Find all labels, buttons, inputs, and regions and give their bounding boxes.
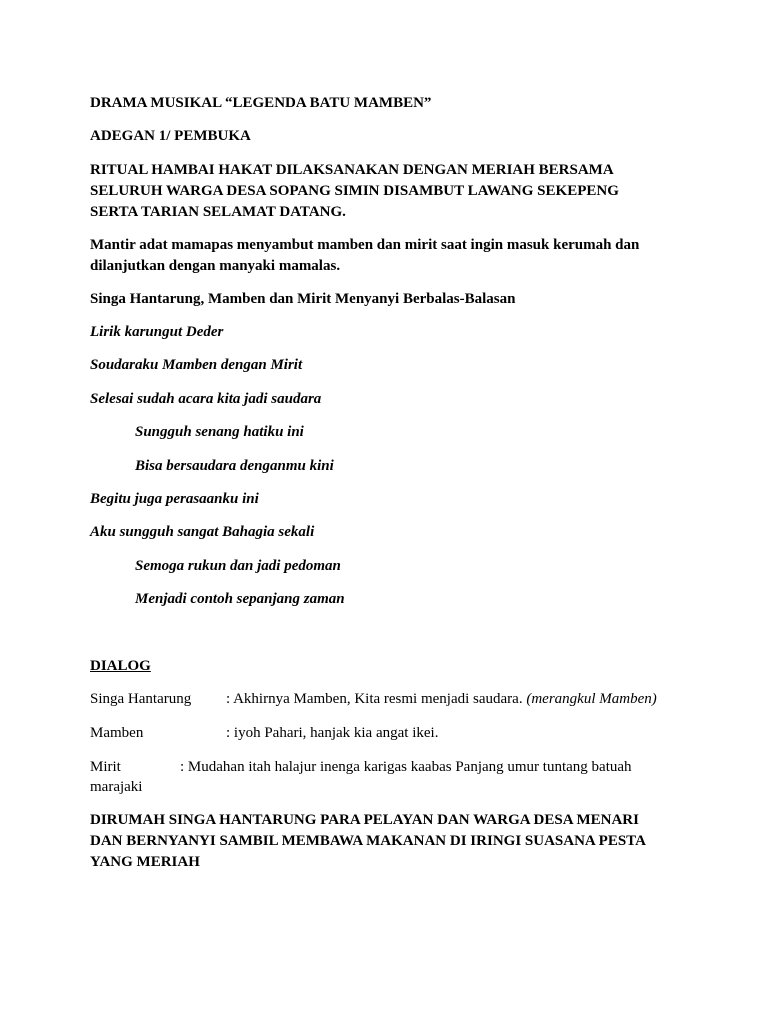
ritual-line-3: SERTA TARIAN SELAMAT DATANG. (90, 204, 346, 220)
lyric-line: Begitu juga perasaanku ini (90, 491, 259, 507)
closing-line-2: DAN BERNYANYI SAMBIL MEMBAWA MAKANAN DI IRINGI SUASANA PESTA (90, 833, 646, 849)
mantir-line-2: dilanjutkan dengan manyaki mamalas. (90, 258, 341, 274)
lyric-line-indented: Sungguh senang hatiku ini (135, 424, 304, 440)
dialog-text: : iyoh Pahari, hanjak kia angat ikei. (226, 725, 439, 741)
ritual-line-2: SELURUH WARGA DESA SOPANG SIMIN DISAMBUT LAWANG SEKEPENG (90, 183, 619, 199)
lyric-line: Aku sungguh sangat Bahagia sekali (90, 524, 315, 540)
stage-direction: (merangkul Mamben) (526, 691, 657, 707)
dialog-speaker: Singa Hantarung (90, 691, 192, 707)
mantir-line-1: Mantir adat mamapas menyambut mamben dan mirit saat ingin masuk kerumah dan (90, 237, 640, 253)
lyric-line: Soudaraku Mamben dengan Mirit (90, 357, 303, 373)
closing-line-1: DIRUMAH SINGA HANTARUNG PARA PELAYAN DAN WARGA DESA MENARI (90, 812, 639, 828)
lyric-line-indented: Semoga rukun dan jadi pedoman (135, 558, 341, 574)
dialog-speaker: Mamben (90, 725, 144, 741)
dialog-speaker: Mirit (90, 759, 121, 775)
dialog-text: : Akhirnya Mamben, Kita resmi menjadi saudara. (226, 691, 523, 707)
dialog-continuation: marajaki (90, 779, 143, 795)
lyric-line: Lirik karungut Deder (90, 324, 224, 340)
lyric-line-indented: Menjadi contoh sepanjang zaman (135, 591, 345, 607)
lyric-line-indented: Bisa bersaudara denganmu kini (135, 458, 334, 474)
closing-line-3: YANG MERIAH (90, 854, 200, 870)
dialog-heading: DIALOG (90, 658, 151, 674)
dialog-line (226, 689, 657, 709)
ritual-line-1: RITUAL HAMBAI HAKAT DILAKSANAKAN DENGAN MERIAH BERSAMA (90, 162, 614, 178)
song-intro: Singa Hantarung, Mamben dan Mirit Menyanyi Berbalas-Balasan (90, 291, 516, 307)
document-title: DRAMA MUSIKAL “LEGENDA BATU MAMBEN” (90, 95, 432, 111)
dialog-text: : Mudahan itah halajur inenga karigas kaabas Panjang umur tuntang batuah (180, 759, 632, 775)
scene-heading: ADEGAN 1/ PEMBUKA (90, 128, 251, 144)
lyric-line: Selesai sudah acara kita jadi saudara (90, 391, 322, 407)
